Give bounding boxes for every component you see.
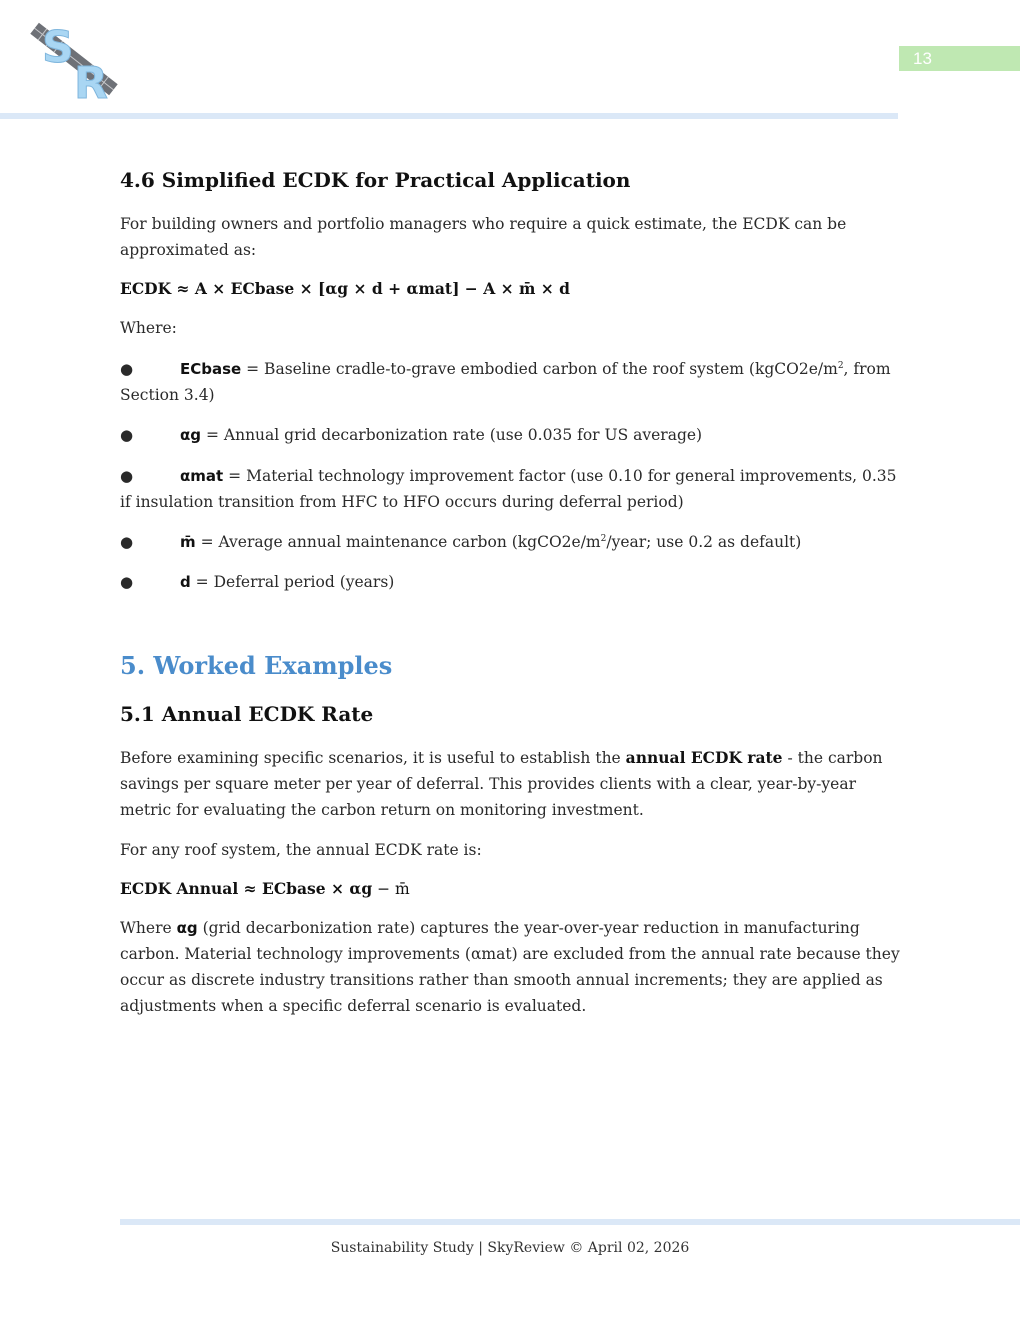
superscript: 2 — [837, 360, 844, 371]
bullet-dot: ● — [120, 573, 134, 591]
logo-letter-r: R — [74, 58, 108, 102]
section-5-1-para1 — [120, 745, 906, 823]
bullet-text: = Annual grid decarbonization rate (use 0.035 for US average) — [201, 426, 703, 444]
term-alpha-mat: αmat — [180, 467, 224, 485]
header-rule — [0, 113, 898, 119]
ecdk-formula: ECDK ≈ A × ECbase × [αg × d + αmat] − A × m̄ × d — [120, 279, 571, 298]
section-5-1-heading: 5.1 Annual ECDK Rate — [120, 702, 374, 726]
bullet-text: /year; use 0.2 as default) — [606, 533, 802, 551]
term-ecbase: ECbase — [180, 360, 242, 378]
bullet-text: = Baseline cradle-to-grave embodied carbon of the roof system (kgCO2e/m — [241, 360, 838, 378]
term-d: d — [180, 573, 191, 591]
section-5-1-para2: For any roof system, the annual ECDK rate is: — [120, 841, 482, 859]
para-text: (grid decarbonization rate) captures the year-over-year reduction in manufacturing carbon. Material technology improvements (αmat) are excluded from the annual rate because they occur as discrete industry transitions rather than smooth annual increments; they are applied as adjustments when a specific deferral scenario is evaluated. — [120, 919, 900, 1015]
para-text: Before examining specific scenarios, it is useful to establish the — [120, 749, 626, 767]
superscript: 2 — [600, 533, 607, 544]
bullet-text: = Material technology improvement factor (use 0.10 for general improvements, 0.35 if insulation transition from HFC to HFO occurs during deferral period) — [120, 467, 897, 511]
skyreview-logo — [26, 16, 122, 102]
para-text: - the carbon savings per square meter per year of deferral. This provides clients with a clear, year-by-year metric for evaluating the carbon return on monitoring investment. — [120, 749, 883, 819]
formula-rest: − m̄ — [372, 880, 410, 898]
bullet-m-bar — [120, 529, 906, 555]
bullet-dot: ● — [120, 426, 134, 444]
para-text: Where — [120, 919, 177, 937]
bullet-dot: ● — [120, 360, 134, 378]
bullet-text: = Average annual maintenance carbon (kgCO2e/m — [195, 533, 601, 551]
bullet-text: , from Section 3.4) — [120, 360, 891, 404]
section-4-6-intro: For building owners and portfolio managers who require a quick estimate, the ECDK can be approximated as: — [120, 215, 847, 259]
section-5-heading: 5. Worked Examples — [120, 651, 393, 680]
where-label: Where: — [120, 319, 177, 337]
annual-ecdk-rate-term: annual ECDK rate — [625, 748, 783, 767]
term-alpha-g-inline: αg — [176, 919, 198, 937]
footer-text: Sustainability Study | SkyReview © April 02, 2026 — [330, 1240, 690, 1256]
annual-ecdk-formula — [120, 879, 410, 898]
term-alpha-g: αg — [180, 426, 202, 444]
section-5-1-para3 — [120, 915, 906, 1019]
footer-rule — [120, 1219, 1020, 1225]
bullet-d — [120, 569, 906, 595]
bullet-dot: ● — [120, 533, 134, 551]
bullet-alpha-mat — [120, 463, 906, 515]
term-m-bar: m̄ — [180, 533, 196, 551]
bullet-dot: ● — [120, 467, 134, 485]
section-4-6-heading: 4.6 Simplified ECDK for Practical Application — [120, 168, 631, 192]
formula-bold: ECDK Annual ≈ ECbase × αg — [120, 879, 373, 898]
bullet-alpha-g — [120, 422, 906, 448]
logo-letter-s: S — [42, 22, 74, 73]
page-number: 13 — [899, 46, 1020, 71]
bullet-text: = Deferral period (years) — [190, 573, 395, 591]
bullet-ecbase — [120, 356, 906, 408]
